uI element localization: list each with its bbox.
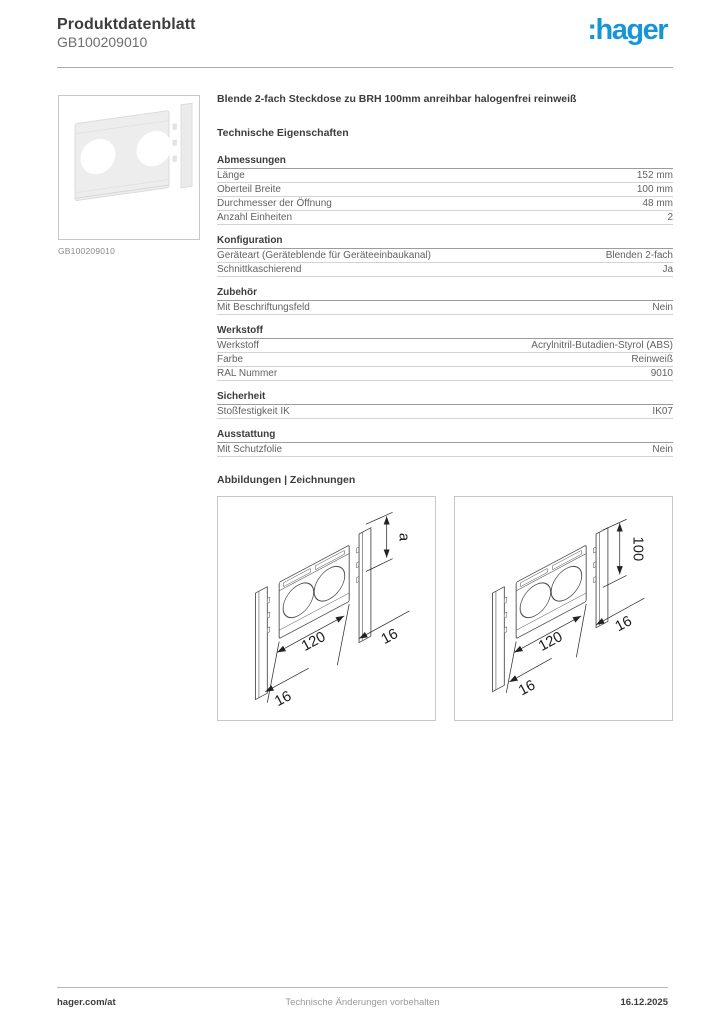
spec-label: Stoßfestigkeit IK [217,405,290,417]
spec-row [217,197,673,211]
spec-row [217,353,673,367]
section-title: Zubehör [217,288,673,301]
product-image-column [58,95,200,256]
technical-drawing-1 [217,496,436,721]
dim-label-width: 120 [536,629,566,655]
header-divider [57,67,673,68]
spec-label: Farbe [217,353,244,365]
page-footer [57,987,668,1008]
dim-label-depth-right: 16 [612,613,635,636]
spec-label: Geräteart (Geräteblende für Geräteeinbaukanal) [217,249,432,261]
spec-label: Mit Schutzfolie [217,443,283,455]
spec-row [217,339,673,353]
spec-row [217,211,673,225]
doc-type-title: Produktdatenblatt [57,16,196,33]
drawings-row [217,496,673,721]
section-title: Abmessungen [217,156,673,169]
spec-row [217,367,673,381]
section-sicherheit [217,392,673,419]
doc-reference: GB100209010 [57,34,148,50]
spec-value: Reinweiß [631,353,673,365]
dim-label-depth-right: 16 [378,626,401,648]
dim-label-depth-left: 16 [516,677,539,700]
footer-website: hager.com/at [57,997,116,1008]
spec-row [217,263,673,277]
page-header [57,15,667,51]
spec-value: 2 [667,211,673,223]
spec-value: Nein [652,301,673,313]
spec-label: Durchmesser der Öffnung [217,197,332,209]
tech-properties-heading: Technische Eigenschaften [217,127,349,139]
spec-value: Nein [652,443,673,455]
drawings-heading: Abbildungen | Zeichnungen [217,474,356,486]
spec-label: Schnittkaschierend [217,263,302,275]
spec-row [217,405,673,419]
spec-row [217,301,673,315]
product-image [58,95,200,240]
spec-row [217,443,673,457]
dim-label-height: a [395,532,412,542]
dim-label-height: 100 [629,536,646,562]
technical-drawing-2 [454,496,673,721]
footer-date: 16.12.2025 [620,997,668,1008]
section-abmessungen [217,156,673,225]
spec-value: 100 mm [636,183,673,195]
spec-row [217,183,673,197]
spec-label: Oberteil Breite [217,183,281,195]
product-photo-illustration [59,96,199,239]
spec-value: 9010 [650,367,673,379]
spec-value: Blenden 2-fach [605,249,673,261]
section-ausstattung [217,430,673,457]
spec-column [217,93,673,721]
section-title: Konfiguration [217,236,673,249]
spec-label: Anzahl Einheiten [217,211,293,223]
spec-row [217,169,673,183]
section-werkstoff [217,326,673,381]
spec-row [217,249,673,263]
section-title: Sicherheit [217,392,673,405]
spec-value: Ja [662,263,673,275]
dimension-drawing-100 [455,497,672,720]
section-title: Werkstoff [217,326,673,339]
footer-notice: Technische Änderungen vorbehalten [285,997,440,1008]
dim-label-depth-left: 16 [272,688,295,711]
section-title: Ausstattung [217,430,673,443]
dimension-drawing-a [218,497,435,720]
spec-label: Länge [217,169,245,181]
spec-value: IK07 [652,405,673,417]
spec-value: 152 mm [636,169,673,181]
section-konfiguration [217,236,673,277]
product-image-caption: GB100209010 [58,246,116,256]
spec-label: Werkstoff [217,339,259,351]
spec-label: Mit Beschriftungsfeld [217,301,310,313]
spec-value: 48 mm [642,197,673,209]
spec-label: RAL Nummer [217,367,278,379]
section-zubehoer [217,288,673,315]
spec-value: Acrylnitril-Butadien-Styrol (ABS) [531,339,673,351]
product-title: Blende 2-fach Steckdose zu BRH 100mm anreihbar halogenfrei reinweiß [217,93,577,105]
dim-label-width: 120 [299,629,329,655]
hager-logo: :hager [587,14,667,46]
